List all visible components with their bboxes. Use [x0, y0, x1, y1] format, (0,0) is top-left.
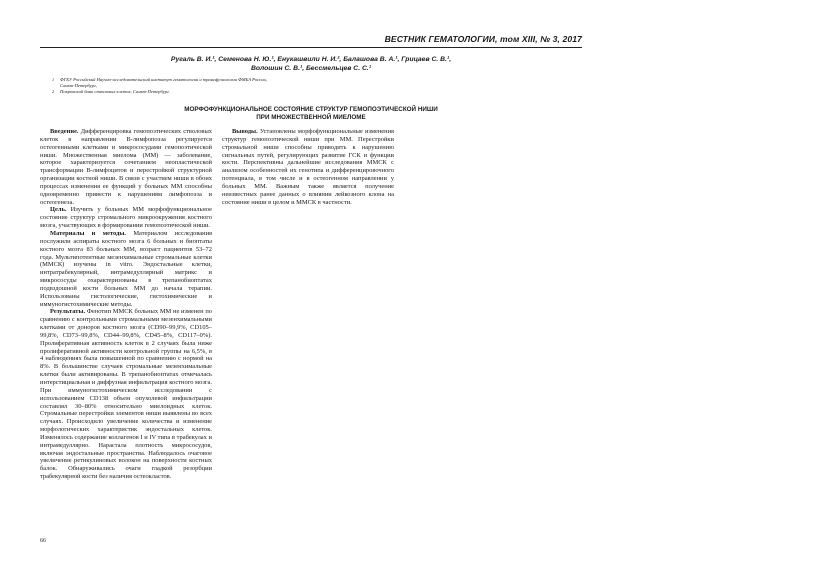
text-column-right: [222, 128, 394, 206]
paragraph-conclusions: [222, 128, 394, 206]
section-lead-results: Результаты.: [50, 308, 86, 316]
affiliation-2: [52, 89, 492, 95]
header-divider: [40, 47, 582, 48]
paragraph-methods: [40, 230, 212, 308]
title-line-2: ПРИ МНОЖЕСТВЕННОЙ МИЕЛОМЕ: [256, 114, 366, 122]
paragraph-introduction: [40, 128, 212, 206]
section-text-methods: Материалом исследования послужили аспираты костного мозга 6 больных и биоптаты костного мозга 83 больных ММ, возраст пациентов 53–72 года. Мультипотентные мезенхимальные стромальные клетки (ММСК) изучены in vitro. Эндостальные клетки, интратрабекулярный, интрамедуллярный матрикс и микрососуды охарактеризованы в трепанобиоптатах подвздошной кости больных ММ до начала терапии. Использованы гистологические, гистохимические и иммуногистохимические методы.: [40, 229, 212, 308]
author-line-2: Волошин С. В.¹, Бессмельцев С. С.¹: [250, 65, 372, 72]
section-text-conclusions: Установлены морфофункциональные изменения структур гемопоэтической ниши при ММ. Перестройки стромальной ниши способны приводить к нарушению сигнальных путей, регулирующих развитие ГСК и функции кости. Перспективны дальнейшие исследования ММСК с анализом особенностей их генотипа и дифференцировочного потенциала, в том числе и в остеогенном направлении у больных ММ. Важным также является получение неизвестных ранее данных о влиянии лейкозного клона на состояние ниши в целом и ММСК в частности.: [222, 128, 395, 206]
text-column-left: [40, 128, 212, 481]
affiliation-text: ФГБУ Российский Научно-исследовательский институт гематологии и трансфузиологии ФМБА России,: [60, 77, 267, 82]
author-list: [40, 55, 582, 73]
section-lead-methods: Материалы и методы.: [50, 229, 126, 237]
affiliation-mark: 2: [52, 89, 54, 95]
section-text-results: Фенотип ММСК больных ММ не изменен по сравнению с контрольными стромальными мезенхимальными клетками от доноров костного мозга (CD90–99,9%, CD105–99,8%, CD73–99,8%, CD44–99,8%, CD45–8%, CD117–0%). Пролиферативная активность клеток в 2 случаях была ниже пролиферативной активности контрольной группы на 6,5%, в 4 наблюдениях была повышенной по сравнению с нормой на 8%. В большинстве случаев стромальные мезенхимальные клетки были активированы. В трепанобиоптатах отмечалась интерстициальная и диффузная инфильтрация костного мозга. При иммуногистохимическом исследовании с использованием CD138 объем опухолевой инфильтрации составлял 30–80% относительно миелоидных клеток. Стромальные перестройки элементов ниши выявлены во всех случаях. Происходило увеличение количества и изменение морфологических характеристик эндостальных клеток. Изменялось содержание коллагенов I и IV типа в трабекулах и интрамедуллярно. Нарастала плотность микрососудов, включая эндостальные пространства. Наблюдалось очаговое увеличение ретикулиновых волокон на поверхности костных балок. Обнаруживались очаги гладкой резорбции трабекулярной кости без наличия остеокластов.: [40, 308, 213, 481]
paragraph-aim: [40, 206, 212, 230]
affiliation-mark: 1: [52, 77, 54, 82]
section-lead-introduction: Введение.: [50, 128, 79, 135]
author-line-1: Ругаль В. И.¹, Семенова Н. Ю.¹, Енукашвили Н. И.², Балашова В. А.¹, Грицаев С. В.¹,: [170, 56, 452, 63]
article-title: [40, 106, 582, 123]
journal-running-header: ВЕСТНИК ГЕМАТОЛОГИИ, том XIII, № 3, 2017: [384, 34, 582, 44]
title-line-1: МОРФОФУНКЦИОНАЛЬНОЕ СОСТОЯНИЕ СТРУКТУР ГЕМОПОЭТИЧЕСКОЙ НИШИ: [184, 106, 438, 113]
section-text-introduction: Дифференцировка гемопоэтических стволовых клеток в направлении В-лимфопоэза регулируется остеогенными клетками и микрососудами гемопоэтической ниши. Множественная миелома (ММ) — заболевание, которое характеризуется сочетанием неопластической трансформации В-лимфоцитов и перестройкой структурной организации костной ниши. В связи с участием ниши в обоих процессах изменения ее функций у больных ММ способны одновременно привести к нарушениям лимфопоэза и остеогенеза.: [40, 128, 213, 206]
page-number: 66: [40, 538, 46, 544]
section-text-aim: Изучить у больных ММ морфофункциональное состояние структур стромального микроокружения костного мозга, участвующих в формировании гемопоэтической ниши.: [40, 206, 213, 230]
affiliation-text: Покровский банк стволовых клеток, Санкт-Петербург.: [60, 89, 170, 95]
section-lead-aim: Цель.: [50, 206, 67, 214]
section-lead-conclusions: Выводы.: [232, 128, 258, 135]
affiliation-text: Санкт-Петербург,: [60, 83, 98, 89]
paragraph-results: [40, 308, 212, 481]
affiliations: [52, 77, 492, 96]
affiliation-1: [52, 77, 492, 89]
